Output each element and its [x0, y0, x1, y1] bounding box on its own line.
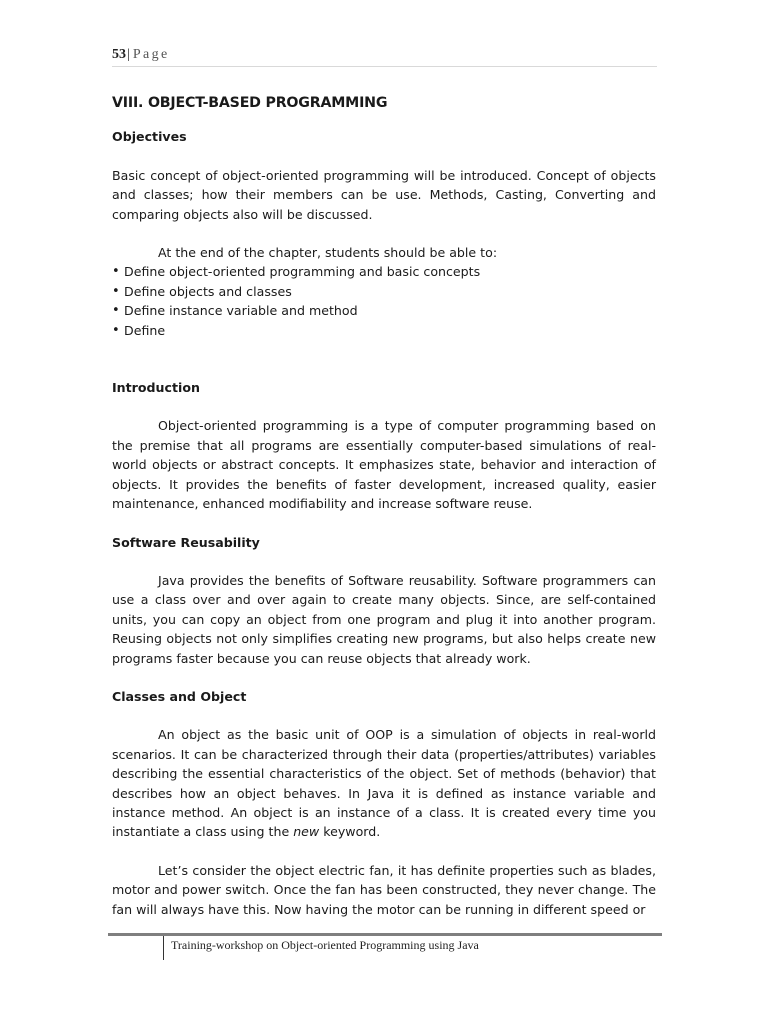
classes-paragraph-1-main: An object as the basic unit of OOP is a simulation of objects in real-world scenarios. It can be characterized through their data (properties/attributes) variables describing the essential characteristics of the object. Set of methods (behavior) that describes how an object behaves. In Java it is defined as instance variable and instance method. An object is an instance of a class. It is created every time you instantiate a class using the	[112, 727, 656, 840]
chapter-title: VIII. OBJECT-BASED PROGRAMMING	[112, 95, 388, 111]
list-item: • Define object-oriented programming and basic concepts	[112, 262, 656, 281]
footer-rule	[108, 933, 662, 936]
classes-paragraph-1-tail: keyword.	[319, 824, 381, 840]
header-rule	[112, 66, 657, 67]
classes-paragraph-1	[112, 725, 656, 841]
objectives-list	[112, 262, 656, 340]
software-reusability-paragraph: Java provides the benefits of Software reusability. Software programmers can use a class over and over again to create many objects. Since, are self-contained units, you can copy an object from one program and plug it into another program. Reusing objects not only simplifies creating new programs, but also helps create new programs faster because you can reuse objects that already work.	[112, 572, 656, 666]
new-keyword: new	[293, 824, 320, 840]
list-item: • Define	[112, 321, 656, 340]
objectives-intro: At the end of the chapter, students should be able to:	[158, 245, 498, 261]
objectives-paragraph: Basic concept of object-oriented programming will be introduced. Concept of objects and classes; how their members can be use. Methods, Casting, Converting and comparing objects also will be discussed.	[112, 167, 656, 222]
footer-text: Training-workshop on Object-oriented Programming using Java	[171, 938, 479, 952]
section-heading-introduction: Introduction	[112, 380, 200, 396]
list-item: • Define instance variable and method	[112, 301, 656, 320]
document-body	[112, 86, 656, 938]
section-heading-software-reusability: Software Reusability	[112, 534, 260, 550]
section-heading-classes-and-object: Classes and Object	[112, 688, 247, 704]
page-header	[112, 47, 170, 63]
footer-divider	[163, 936, 164, 960]
section-heading-objectives: Objectives	[112, 129, 187, 145]
page-word: Page	[132, 47, 170, 62]
list-item: • Define objects and classes	[112, 282, 656, 301]
page-number: 53	[112, 47, 126, 62]
introduction-paragraph: Object-oriented programming is a type of computer programming based on the premise that all programs are essentially computer-based simulations of real-world objects or abstract concepts. It emphasizes state, behavior and interaction of objects. It provides the benefits of faster development, increased quality, easier maintenance, enhanced modifiability and increase software reuse.	[112, 418, 656, 512]
page-separator: |	[127, 47, 130, 62]
classes-paragraph-2: Let’s consider the object electric fan, it has definite properties such as blades, motor and power switch. Once the fan has been constructed, they never change. The fan will always have this. Now having the motor can be running in different speed or	[112, 862, 656, 917]
